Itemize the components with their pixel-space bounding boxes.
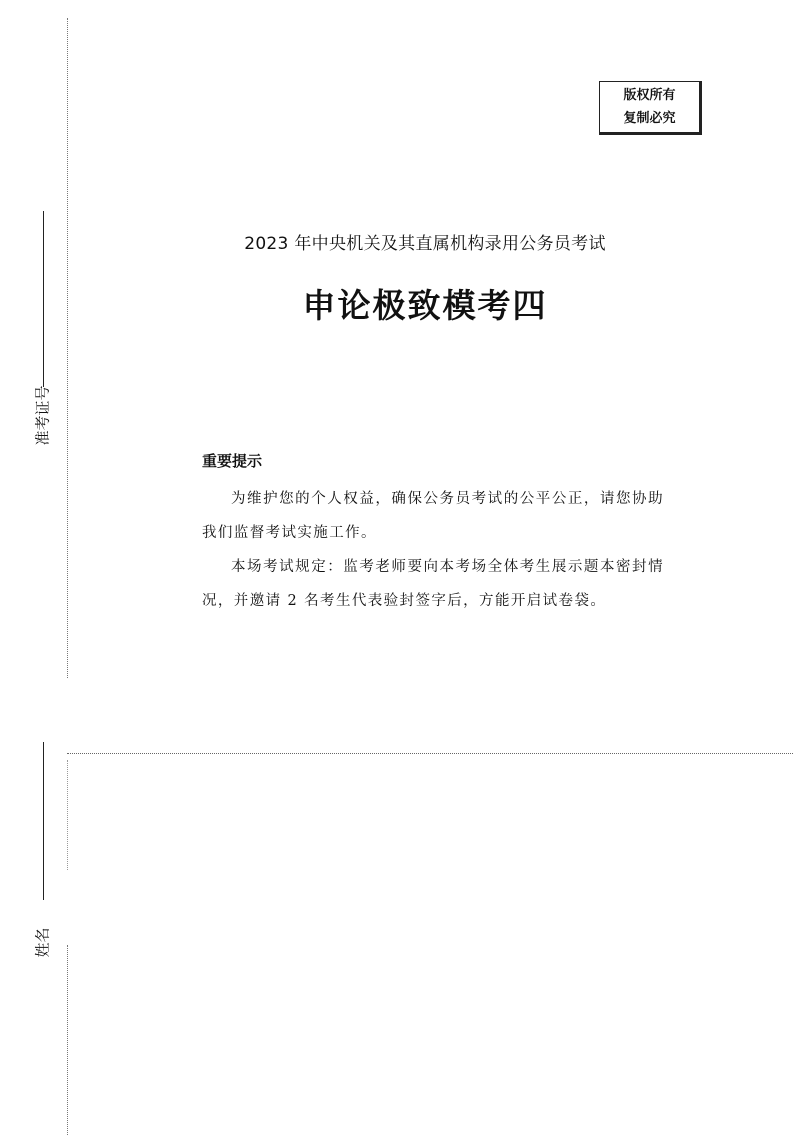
- notice-body: [202, 482, 664, 618]
- exam-title: 申论极致模考四: [302, 286, 548, 325]
- seal-fold-line: [67, 753, 793, 754]
- name-label: 姓名: [33, 927, 52, 958]
- exam-subtitle: 2023 年中央机关及其直属机构录用公务员考试: [244, 234, 606, 254]
- exam-id-label: 准考证号: [33, 385, 52, 446]
- notice-paragraph: 为维护您的个人权益，确保公务员考试的公平公正，请您协助我们监督考试实施工作。: [202, 491, 664, 541]
- notice-heading: 重要提示: [202, 452, 263, 470]
- binding-dotted-line-top: [67, 18, 68, 678]
- name-fill-line: [43, 742, 44, 900]
- binding-dotted-line-middle: [67, 760, 68, 870]
- binding-dotted-line-bottom: [67, 945, 68, 1135]
- copyright-stamp: [599, 81, 702, 135]
- stamp-line-2: 复制必究: [623, 111, 676, 126]
- notice-paragraph: 本场考试规定：监考老师要向本考场全体考生展示题本密封情况，并邀请 2 名考生代表验封签字后，方能开启试卷袋。: [202, 559, 664, 609]
- stamp-line-1: 版权所有: [623, 88, 676, 103]
